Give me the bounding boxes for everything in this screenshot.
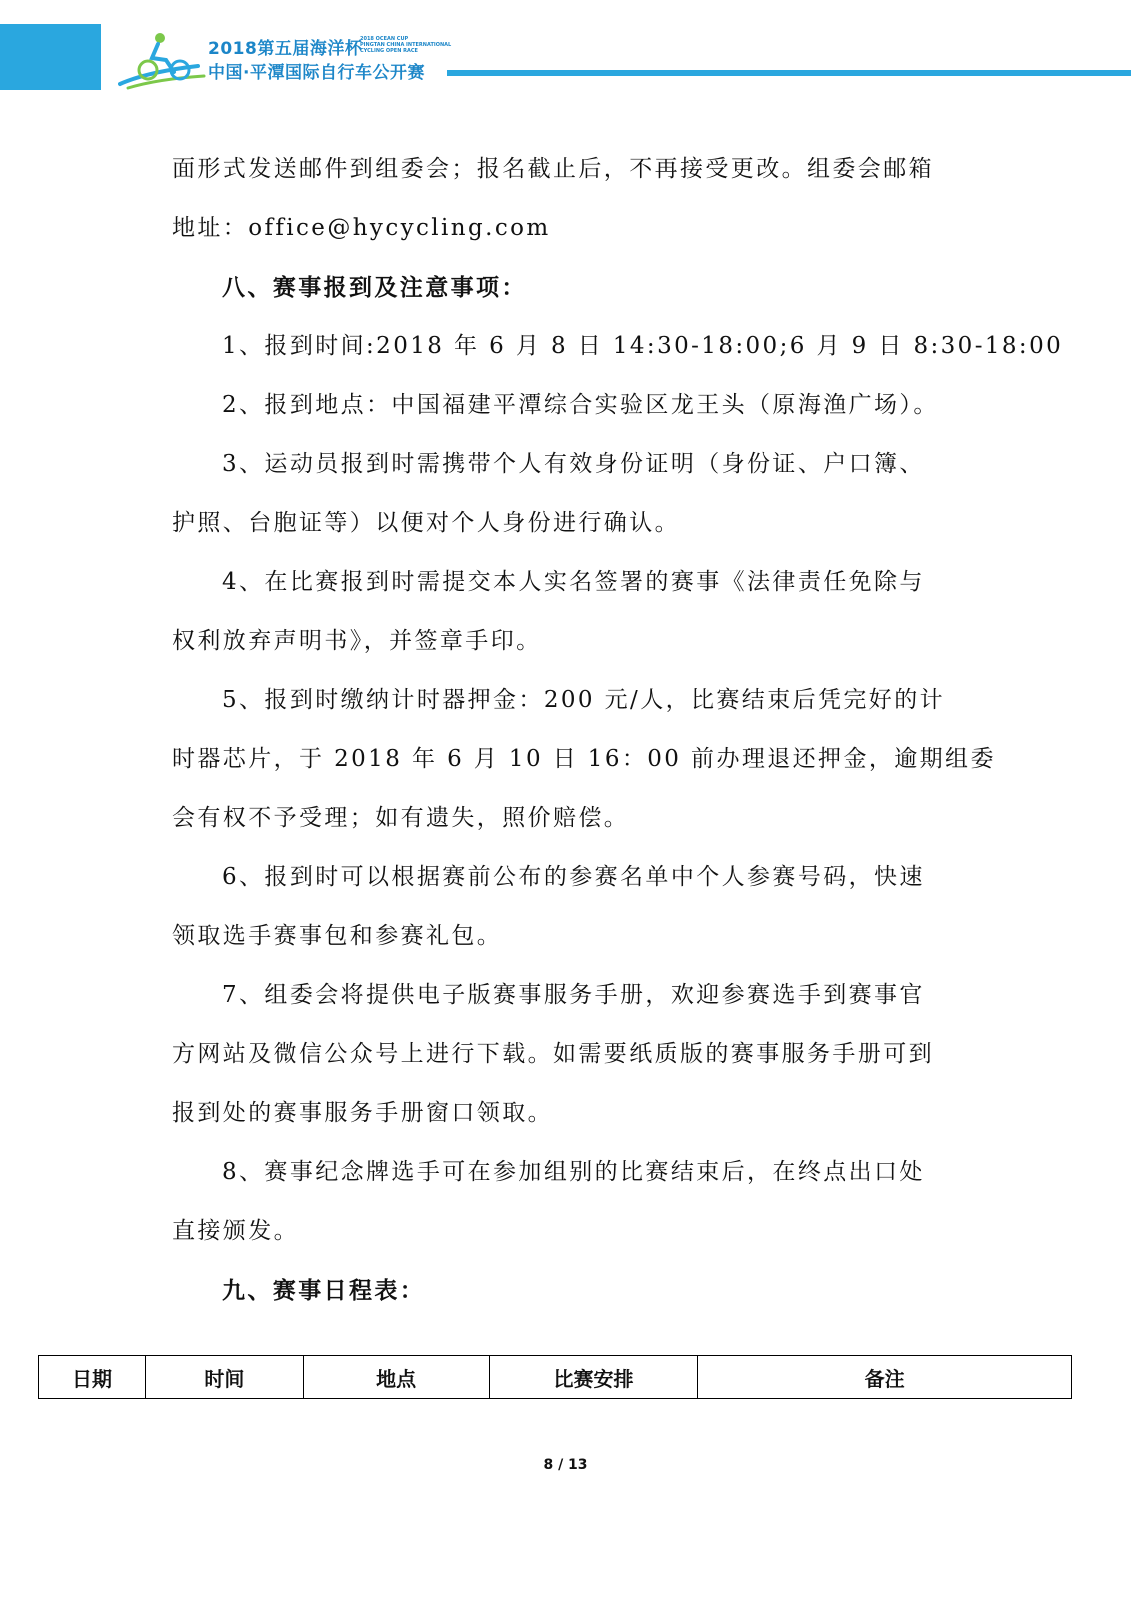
logo-english-text [360,36,451,54]
text-line: 7、组委会将提供电子版赛事服务手册，欢迎参赛选手到赛事官 [222,982,925,1008]
text-line: 时器芯片，于 2018 年 6 月 10 日 16：00 前办理退还押金，逾期组委 [172,746,996,772]
text-line: 6、报到时可以根据赛前公布的参赛名单中个人参赛号码，快速 [222,864,925,890]
logo-en-line: PINGTAN CHINA INTERNATIONAL [360,42,452,48]
logo-en-line: 2018 OCEAN CUP [360,36,409,42]
text-line: 4、在比赛报到时需提交本人实名签署的赛事《法律责任免除与 [222,569,925,595]
text-line: 8、赛事纪念牌选手可在参加组别的比赛结束后，在终点出口处 [222,1159,925,1185]
table-header-remarks: 备注 [698,1356,1072,1399]
table-header-arrangement: 比赛安排 [489,1356,698,1399]
text-line: 面形式发送邮件到组委会；报名截止后，不再接受更改。组委会邮箱 [172,156,934,182]
logo-en-line: CYCLING OPEN RACE [360,48,418,54]
event-logo [118,26,452,92]
table-header-row [39,1356,1072,1399]
text-line: 权利放弃声明书》，并签章手印。 [172,628,542,654]
email-address-line: 地址：office@hycycling.com [172,215,551,241]
text-line: 3、运动员报到时需携带个人有效身份证明（身份证、户口簿、 [222,451,925,477]
text-line: 报到处的赛事服务手册窗口领取。 [172,1100,553,1126]
cyclist-logo-icon [118,26,208,92]
text-line: 1、报到时间:2018 年 6 月 8 日 14:30-18:00;6 月 9 日 8:30-18:00 [222,333,1064,359]
text-line: 2、报到地点：中国福建平潭综合实验区龙王头（原海渔广场）。 [222,392,939,418]
page-number: 8 / 13 [543,1457,588,1473]
section-heading-checkin: 八、赛事报到及注意事项： [222,274,527,301]
logo-title-line1: 2018第五届海洋杯 [208,39,363,59]
text-line: 会有权不予受理；如有遗失，照价赔偿。 [172,805,630,831]
text-line: 5、报到时缴纳计时器押金：200 元/人，比赛结束后凭完好的计 [222,687,945,713]
header-rule [447,70,1131,76]
logo-title-line2: 中国·平潭国际自行车公开赛 [208,63,425,83]
header-color-block [0,24,101,90]
table-header-time: 时间 [145,1356,303,1399]
table-header-location: 地点 [303,1356,489,1399]
document-body [172,140,1064,1320]
text-line: 方网站及微信公众号上进行下载。如需要纸质版的赛事服务手册可到 [172,1041,934,1067]
table-header-date: 日期 [39,1356,146,1399]
text-line: 领取选手赛事包和参赛礼包。 [172,923,503,949]
text-line: 护照、台胞证等）以便对个人身份进行确认。 [172,510,680,536]
text-line: 直接颁发。 [172,1218,299,1244]
schedule-table [38,1355,1072,1399]
section-heading-schedule: 九、赛事日程表： [222,1277,426,1304]
